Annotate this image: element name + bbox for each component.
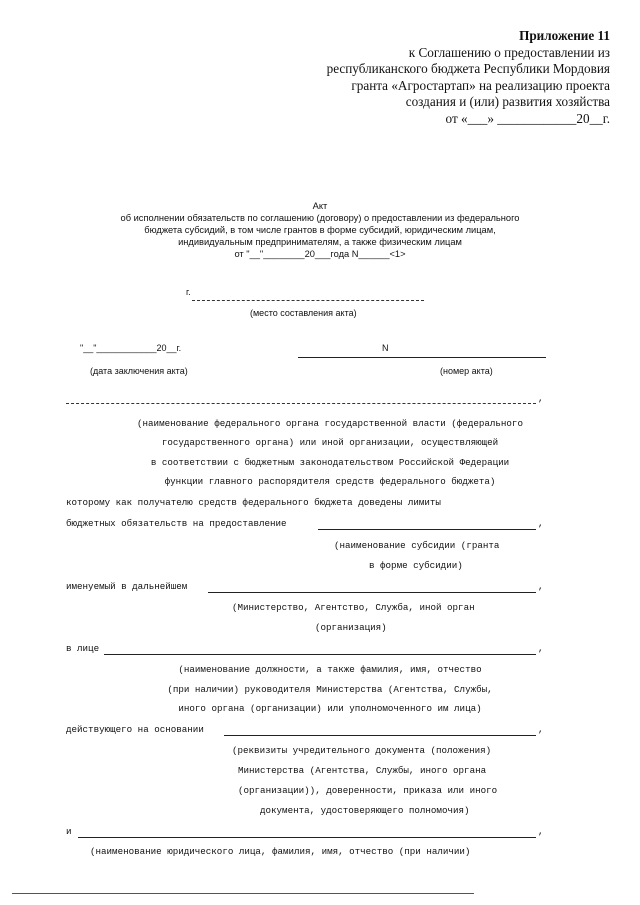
place-field-line[interactable]: [192, 300, 424, 301]
comma: ,: [538, 393, 544, 404]
appendix-line: республиканского бюджета Республики Мордовия: [326, 61, 610, 77]
appendix-line: создания и (или) развития хозяйства: [405, 94, 610, 110]
place-prefix: г.: [186, 287, 191, 297]
organization-caption: (наименование федерального органа государственной власти (федерального: [137, 418, 523, 429]
act-title-line: индивидуальным предпринимателям, а также физическим лицам: [178, 237, 462, 247]
place-caption: (место составления акта): [250, 308, 357, 318]
organization-field-line[interactable]: [66, 403, 536, 404]
named-label: именуемый в дальнейшем: [66, 581, 188, 592]
act-title-line: об исполнении обязательств по соглашению (договору) о предоставлении из федерального: [120, 213, 520, 223]
date-caption: (дата заключения акта): [90, 366, 188, 376]
appendix-header: [210, 28, 610, 128]
appendix-title: Приложение 11: [519, 28, 610, 43]
comma: ,: [538, 518, 544, 529]
obligations-label: бюджетных обязательств на предоставление: [66, 518, 287, 529]
organization-caption: государственного органа) или иной организации, осуществляющей: [161, 437, 499, 448]
comma: ,: [538, 826, 544, 837]
organization-caption: в соответствии с бюджетным законодательством Российской Федерации: [150, 457, 510, 468]
basis-caption: документа, удостоверяющего полномочия): [260, 805, 470, 816]
appendix-line: к Соглашению о предоставлении из: [408, 44, 610, 60]
appendix-date-line: от «___» ____________20__г.: [445, 110, 610, 126]
basis-caption: (организации)), доверенности, приказа или иного: [238, 785, 498, 796]
ministry-caption: (организация): [315, 622, 387, 633]
basis-field-line[interactable]: [224, 735, 536, 736]
person-caption: иного органа (организации) или уполномоченного им лица): [178, 703, 482, 714]
entity-caption: (наименование юридического лица, фамилия, имя, отчество (при наличии): [90, 846, 471, 857]
subsidy-caption: в форме субсидии): [369, 560, 463, 571]
person-field-line[interactable]: [104, 654, 536, 655]
comma: ,: [538, 724, 544, 735]
basis-label: действующего на основании: [66, 724, 204, 735]
number-caption: (номер акта): [440, 366, 493, 376]
person-caption: (наименование должности, а также фамилия, имя, отчество: [178, 664, 482, 675]
limits-text: которому как получателю средств федерального бюджета доведены лимиты: [66, 497, 441, 508]
act-title-line: от "__"________20___года N______<1>: [234, 249, 406, 259]
person-caption: (при наличии) руководителя Министерства (Агентства, Службы,: [167, 684, 493, 695]
act-title-block: [40, 200, 600, 260]
number-label: N: [382, 343, 389, 353]
subsidy-field-line[interactable]: [318, 529, 536, 530]
basis-caption: (реквизиты учредительного документа (положения): [232, 745, 492, 756]
act-title: Акт: [312, 201, 328, 211]
named-field-line[interactable]: [208, 592, 536, 593]
act-title-line: бюджета субсидий, в том числе грантов в форме субсидий, юридическим лицам,: [144, 225, 496, 235]
and-label: и: [66, 826, 72, 837]
subsidy-caption: (наименование субсидии (гранта: [334, 540, 500, 551]
person-label: в лице: [66, 643, 100, 654]
comma: ,: [538, 581, 544, 592]
ministry-caption: (Министерство, Агентство, Служба, иной орган: [232, 602, 475, 613]
basis-caption: Министерства (Агентства, Службы, иного органа: [238, 765, 487, 776]
organization-caption: функции главного распорядителя средств федерального бюджета): [164, 476, 496, 487]
number-field-line[interactable]: [298, 357, 546, 358]
comma: ,: [538, 643, 544, 654]
footnote-separator: [12, 893, 474, 894]
appendix-line: гранта «Агростартап» на реализацию проекта: [351, 77, 610, 93]
date-field[interactable]: "__"____________20__г.: [80, 343, 182, 353]
entity-field-line[interactable]: [78, 837, 536, 838]
